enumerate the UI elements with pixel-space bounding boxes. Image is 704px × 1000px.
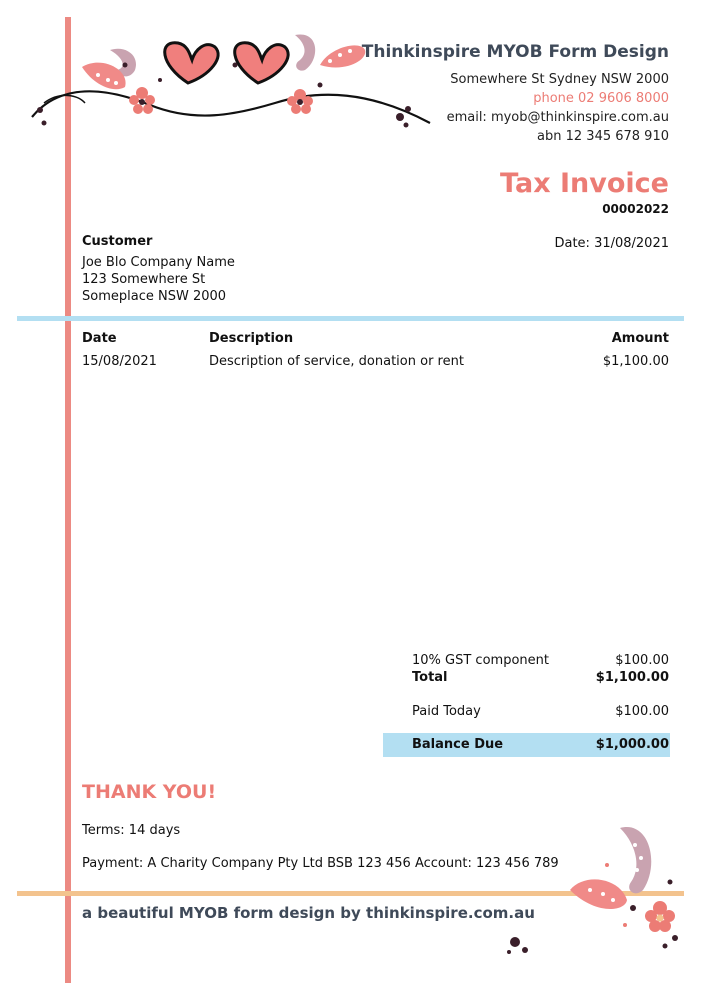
gst-label: 10% GST component xyxy=(412,653,549,668)
header-divider xyxy=(17,316,684,321)
row-description: Description of service, donation or rent xyxy=(209,354,464,369)
thank-you-heading: THANK YOU! xyxy=(82,781,217,803)
terms-text: Terms: 14 days xyxy=(82,823,181,838)
company-phone: phone 02 9606 8000 xyxy=(533,91,669,106)
col-header-date: Date xyxy=(82,331,117,346)
company-abn: abn 12 345 678 910 xyxy=(537,129,669,144)
row-date: 15/08/2021 xyxy=(82,354,157,369)
balance-label: Balance Due xyxy=(412,737,504,752)
row-amount: $1,100.00 xyxy=(602,354,669,369)
company-email: email: myob@thinkinspire.com.au xyxy=(446,110,669,125)
customer-name: Joe Blo Company Name xyxy=(82,255,235,270)
paid-value: $100.00 xyxy=(615,704,669,719)
invoice-title: Tax Invoice xyxy=(500,168,669,199)
total-value: $1,100.00 xyxy=(595,670,669,685)
paid-label: Paid Today xyxy=(412,704,481,719)
footer-tagline: a beautiful MYOB form design by thinkinspire.com.au xyxy=(82,904,535,922)
balance-value: $1,000.00 xyxy=(595,737,669,752)
col-header-amount: Amount xyxy=(611,331,669,346)
invoice-date: Date: 31/08/2021 xyxy=(554,236,669,251)
company-address: Somewhere St Sydney NSW 2000 xyxy=(450,72,669,87)
company-name: Thinkinspire MYOB Form Design xyxy=(361,42,669,62)
gst-value: $100.00 xyxy=(615,653,669,668)
customer-suburb: Someplace NSW 2000 xyxy=(82,289,227,304)
total-label: Total xyxy=(412,670,448,685)
dots-ornament-icon xyxy=(505,932,535,957)
customer-street: 123 Somewhere St xyxy=(82,272,206,287)
flower-ornament-icon xyxy=(565,820,690,960)
payment-details: Payment: A Charity Company Pty Ltd BSB 123 456 Account: 123 456 789 xyxy=(82,856,559,871)
col-header-description: Description xyxy=(209,331,294,346)
left-decorative-bar xyxy=(65,17,71,983)
customer-label: Customer xyxy=(82,234,153,249)
invoice-number: 00002022 xyxy=(602,202,669,216)
hearts-ornament-icon xyxy=(30,25,435,130)
